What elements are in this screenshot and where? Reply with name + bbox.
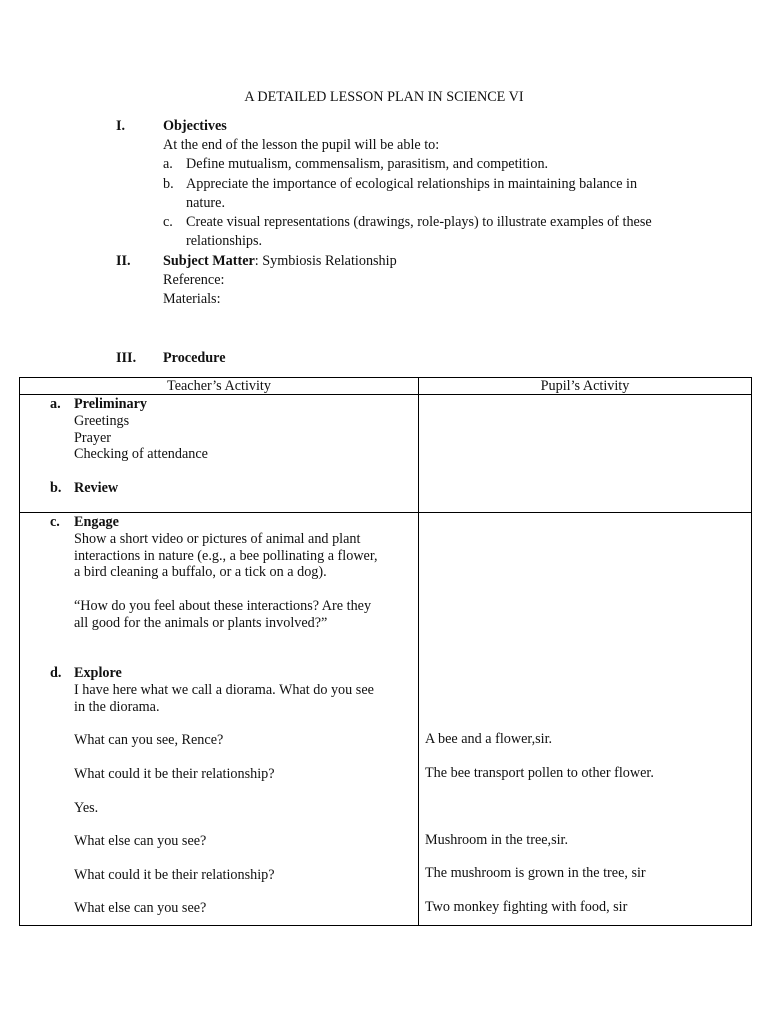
step-preliminary — [20, 396, 418, 463]
subject-matter-value: : Symbiosis Relationship — [254, 253, 397, 269]
section-numeral: II. — [116, 253, 131, 269]
step-explore — [20, 665, 418, 917]
step-heading: Explore — [74, 665, 122, 682]
pupil-line: Two monkey fighting with food, sir — [425, 898, 628, 915]
step-heading: Engage — [74, 514, 119, 530]
subject-matter-line — [163, 252, 693, 271]
step-line: Prayer — [74, 429, 112, 446]
teacher-line: Yes. — [74, 799, 99, 816]
table-row — [20, 395, 752, 513]
table-header-row — [20, 378, 752, 395]
teacher-line: What could it be their relationship? — [74, 866, 275, 883]
step-heading: Preliminary — [74, 396, 148, 412]
step-line: Checking of attendance — [74, 446, 208, 463]
step-line: a bird cleaning a buffalo, or a tick on a dog). — [74, 564, 327, 581]
step-heading: Review — [74, 479, 119, 496]
reference-label: Reference: — [163, 272, 225, 289]
step-letter: c. — [50, 514, 60, 530]
teacher-line: What else can you see? — [74, 833, 207, 850]
teacher-line: What could it be their relationship? — [74, 765, 275, 782]
step-line: in the diorama. — [74, 698, 160, 715]
table-row — [20, 513, 752, 926]
teacher-cell — [20, 513, 419, 926]
pupil-cell — [419, 513, 752, 926]
section-heading: Subject Matter — [163, 253, 255, 269]
pupil-line-empty — [425, 798, 751, 815]
pupil-line: The bee transport pollen to other flower. — [425, 764, 654, 781]
step-line: interactions in nature (e.g., a bee pollinating a flower, — [74, 547, 378, 564]
section-heading: Objectives — [163, 118, 227, 134]
objective-letter: b. — [163, 175, 174, 192]
teacher-activity-header: Teacher’s Activity — [20, 378, 419, 395]
objective-item — [163, 213, 666, 251]
step-line: Greetings — [74, 412, 130, 429]
teacher-line: What can you see, Rence? — [74, 732, 224, 749]
objective-text: Define mutualism, commensalism, parasitism, and competition. — [186, 156, 549, 173]
document-title: A DETAILED LESSON PLAN IN SCIENCE VI — [244, 89, 524, 105]
teacher-line: What else can you see? — [74, 900, 207, 917]
pupil-activity-header: Pupil’s Activity — [419, 378, 752, 395]
section-numeral: I. — [116, 118, 126, 134]
step-letter: d. — [50, 665, 62, 682]
step-engage — [20, 514, 418, 632]
pupil-line: The mushroom is grown in the tree, sir — [425, 865, 646, 882]
step-line: Show a short video or pictures of animal and plant — [74, 530, 361, 547]
step-line: all good for the animals or plants involved?” — [74, 614, 328, 631]
objective-text: Create visual representations (drawings, role-plays) to illustrate examples of these relationships. — [186, 214, 652, 250]
pupil-line: Mushroom in the tree,sir. — [425, 831, 569, 848]
objectives-intro: At the end of the lesson the pupil will be able to: — [163, 137, 440, 154]
materials-label: Materials: — [163, 291, 221, 308]
step-letter: a. — [50, 396, 61, 412]
objective-item — [163, 175, 666, 213]
teacher-cell — [20, 395, 419, 513]
procedure-table — [19, 377, 752, 926]
pupil-line: A bee and a flower,sir. — [425, 731, 553, 747]
objective-item — [163, 155, 693, 174]
objective-letter: a. — [163, 156, 173, 173]
step-line: “How do you feel about these interactions? Are they — [74, 597, 372, 614]
objective-text: Appreciate the importance of ecological relationships in maintaining balance in nature. — [186, 175, 638, 211]
pupil-cell — [419, 395, 752, 513]
step-review — [20, 480, 418, 497]
step-letter: b. — [50, 479, 62, 496]
section-heading: Procedure — [163, 350, 226, 366]
objective-letter: c. — [163, 214, 173, 231]
step-line: I have here what we call a diorama. What do you see — [74, 681, 374, 698]
section-numeral: III. — [116, 350, 137, 366]
